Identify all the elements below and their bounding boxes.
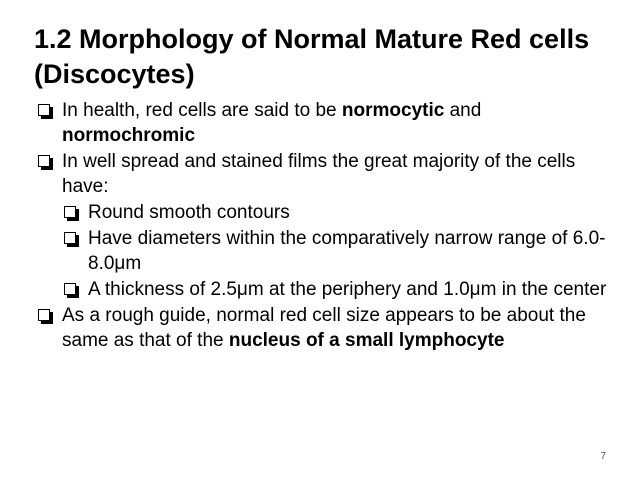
bullet-text: A thickness of 2.5μm at the periphery and 1.0μm in the center	[88, 279, 607, 300]
bold-text: nucleus of a small lymphocyte	[228, 330, 505, 351]
checkbox-bullet-icon	[64, 206, 76, 218]
slide-title: 1.2 Morphology of Normal Mature Red cells (Discocytes)	[34, 24, 590, 89]
bullet-item	[36, 149, 616, 199]
bullet-text: and	[444, 100, 482, 121]
checkbox-bullet-icon	[64, 232, 76, 244]
bullet-text: As a rough guide, normal red cell size appears to be about the same as that of the	[62, 305, 586, 351]
bullet-item	[36, 98, 616, 148]
sub-bullet-item	[36, 200, 616, 225]
checkbox-bullet-icon	[38, 309, 50, 321]
bullet-item	[36, 303, 616, 353]
checkbox-bullet-icon	[38, 104, 50, 116]
sub-bullet-item	[36, 226, 616, 276]
page-number: 7	[600, 451, 606, 462]
bullet-text: Have diameters within the comparatively narrow range of 6.0-8.0μm	[88, 228, 606, 274]
bullet-text: In well spread and stained films the great majority of the cells have:	[62, 151, 576, 197]
bullet-text: Round smooth contours	[88, 202, 290, 223]
bold-text: normochromic	[62, 125, 196, 146]
bullet-text: In health, red cells are said to be	[62, 100, 342, 121]
bullet-list	[36, 98, 616, 354]
checkbox-bullet-icon	[64, 283, 76, 295]
checkbox-bullet-icon	[38, 155, 50, 167]
bold-text: normocytic	[341, 100, 445, 121]
sub-bullet-item	[36, 277, 616, 302]
